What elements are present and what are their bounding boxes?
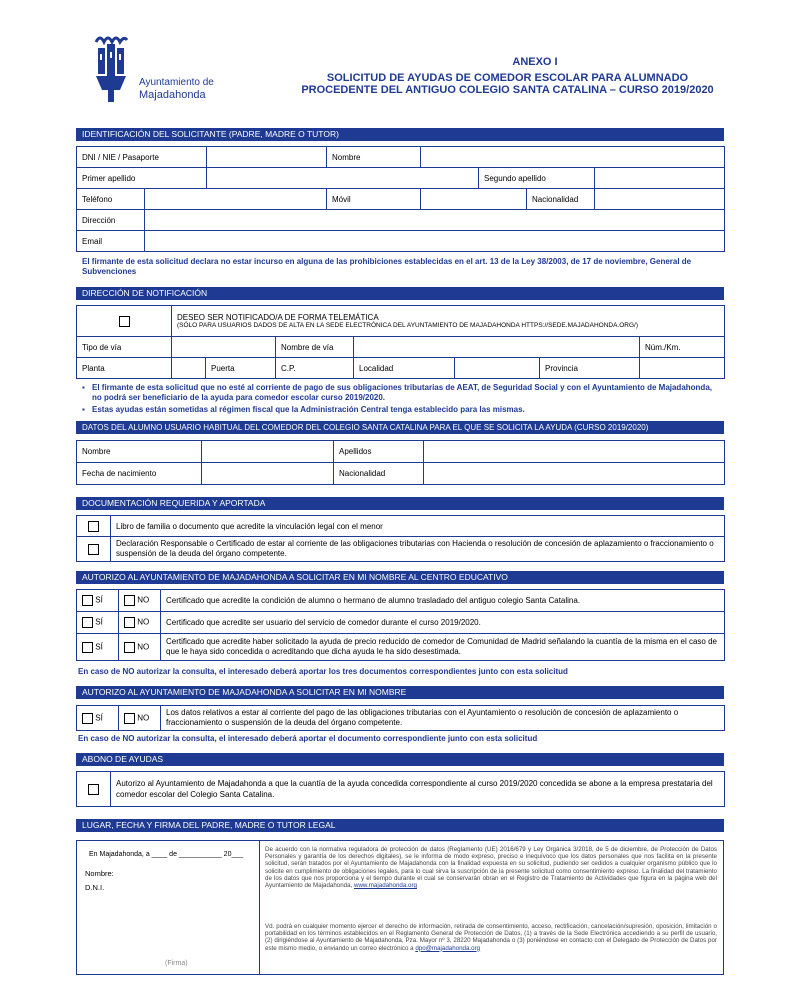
school-item1-no-checkbox[interactable] (124, 595, 135, 606)
telematic-label: DESEO SER NOTIFICADO/A DE FORMA TELEMÁTICA (177, 313, 379, 322)
yes-label: SÍ (95, 617, 103, 627)
signature-sign-label: (Firma) (165, 960, 188, 967)
notification-bullet-1: ▪ El firmante de esta solicitud que no esté al corriente de pago de sus obligaciones tributarias de AEAT, de Seguridad Social y con el Ayuntamiento de Majadahonda, no podrá ser beneficiario de la ayuda para comedor escolar curso 2019/2020. (82, 383, 712, 402)
dni-label: DNI / NIE / Pasaporte (77, 147, 207, 168)
doc1-label: Libro de familia o documento que acredite la vinculación legal con el menor (111, 516, 725, 537)
notification-bullet-2: ▪ Estas ayudas están sometidas al régimen fiscal que la Administración Central tenga establecido para las mismas. (82, 405, 525, 414)
logo-line1: Ayuntamiento de (139, 77, 214, 88)
number-label: Núm./Km. (640, 337, 725, 358)
locality-label: Localidad (354, 358, 455, 379)
self-yes-checkbox[interactable] (82, 713, 93, 724)
no-label: NO (137, 713, 150, 723)
page-title-line1: SOLICITUD DE AYUDAS DE COMEDOR ESCOLAR PARA ALUMNADO (326, 72, 689, 84)
auth-school-note: En caso de NO autorizar la consulta, el interesado deberá aportar los tres documentos correspondientes junto con esta solicitud (78, 667, 568, 676)
locality-field[interactable] (455, 358, 540, 379)
section-applicant-heading: IDENTIFICACIÓN DEL SOLICITANTE (PADRE, MADRE O TUTOR) (76, 128, 724, 141)
nationality-field[interactable] (595, 189, 725, 210)
student-table (76, 440, 725, 485)
signature-box (76, 840, 724, 975)
self-no-checkbox[interactable] (124, 713, 135, 724)
auth-self-note: En caso de NO autorizar la consulta, el interesado deberá aportar el documento correspondiente junto con esta solicitud (78, 734, 538, 743)
telematic-option (172, 306, 725, 337)
student-birth-field[interactable] (202, 463, 334, 485)
school-item3-label: Certificado que acredite haber solicitado la ayuda de precio reducido de comedor de Comunidad de Madrid señalando la cuantía de la misma en el caso de que le haya sido concedida o acreditando que dicha ayuda le ha sido desestimada. (161, 634, 725, 661)
docs-table (76, 515, 725, 562)
phone-field[interactable] (145, 189, 327, 210)
school-item2-label: Certificado que acredite ser usuario del servicio de comedor durante el curso 2019/2020. (161, 612, 725, 634)
no-label: NO (137, 642, 150, 652)
phone-label: Teléfono (77, 189, 145, 210)
telematic-checkbox[interactable] (119, 316, 130, 327)
student-surnames-field[interactable] (424, 441, 725, 463)
school-item2-yes-checkbox[interactable] (82, 617, 93, 628)
floor-label: Planta (77, 358, 172, 379)
province-field[interactable] (640, 358, 725, 379)
name-field[interactable] (421, 147, 725, 168)
school-item1-yes-checkbox[interactable] (82, 595, 93, 606)
student-name-field[interactable] (202, 441, 334, 463)
student-nationality-field[interactable] (424, 463, 725, 485)
annex-label: ANEXO I (512, 56, 558, 68)
address-field[interactable] (145, 210, 725, 231)
section-docs-heading: DOCUMENTACIÓN REQUERIDA Y APORTADA (76, 497, 724, 510)
auth-self-table (76, 705, 725, 731)
signature-name-label: Nombre: (85, 869, 114, 878)
yes-label: SÍ (95, 713, 103, 723)
logo-line2: Majadahonda (139, 89, 206, 101)
self-item1-label: Los datos relativos a estar al corriente del pago de las obligaciones tributarias con el Ayuntamiento o resolución de concesión de aplazamiento o fraccionamiento o suspensión de la deuda del órgano competente. (161, 706, 725, 731)
telematic-note: (SÓLO PARA USUARIOS DADOS DE ALTA EN LA SEDE ELECTRÓNICA DEL AYUNTAMIENTO DE MAJADAHONDA HTTPS://SEDE.MAJADAHONDA.ORG/) (177, 322, 638, 329)
section-auth-self-heading: AUTORIZO AL AYUNTAMIENTO DE MAJADAHONDA A SOLICITAR EN MI NOMBRE (76, 686, 724, 699)
notification-table (76, 305, 725, 379)
doc1-checkbox[interactable] (88, 521, 99, 532)
applicant-table (76, 146, 725, 252)
signature-place: En Majadahonda, a ____ de ___________ 20___ (89, 851, 244, 858)
email-label: Email (77, 231, 145, 252)
surname1-label: Primer apellido (77, 168, 207, 189)
auth-school-table (76, 589, 725, 661)
privacy-paragraph-2: Vd. podrá en cualquier momento ejercer el derecho de información, retirada de consentimiento, acceso, rectificación, cancelación/supresión, oposición, limitación o portabilidad en los términos establecidos en el Reglamento General de Protección de Datos, (1) a través de la Sede Electrónica accediendo a su perfil de usuario, (2) dirigiéndose al Ayuntamiento de Majadahonda, Pza. Mayor nº 3, 28220 Majadahonda o (3) poniéndose en contacto con el Delegado de Protección de Datos por este mismo medio, o enviando un correo electrónico a dpo@majadahonda.org (265, 923, 717, 952)
road-type-label: Tipo de vía (77, 337, 172, 358)
no-label: NO (137, 617, 150, 627)
signature-dni-label: D.N.I. (85, 883, 105, 892)
mobile-field[interactable] (421, 189, 527, 210)
postcode-label: C.P. (276, 358, 354, 379)
surname2-field[interactable] (595, 168, 725, 189)
surname2-label: Segundo apellido (479, 168, 595, 189)
telematic-checkbox-cell (77, 306, 172, 337)
school-item3-no-checkbox[interactable] (124, 642, 135, 653)
dpo-email-link[interactable]: dpo@majadahonda.org (415, 944, 481, 952)
road-name-label: Nombre de vía (276, 337, 354, 358)
logo (94, 32, 128, 104)
section-student-heading: DATOS DEL ALUMNO USUARIO HABITUAL DEL COMEDOR DEL COLEGIO SANTA CATALINA PARA EL QUE SE SOLICITA LA AYUDA (CURSO 2019/2020) (76, 421, 724, 434)
student-surnames-label: Apellidos (334, 441, 424, 463)
section-auth-school-heading: AUTORIZO AL AYUNTAMIENTO DE MAJADAHONDA A SOLICITAR EN MI NOMBRE AL CENTRO EDUCATIVO (76, 571, 724, 584)
payment-label: Autorizo al Ayuntamiento de Majadahonda a que la cuantía de la ayuda concedida correspondiente al curso 2019/2020 concedida se abone a la empresa prestataria del comedor escolar del Colegio Santa Catalina. (111, 772, 725, 807)
no-label: NO (137, 595, 150, 605)
floor-field[interactable] (172, 358, 206, 379)
section-signature-heading: LUGAR, FECHA Y FIRMA DEL PADRE, MADRE O TUTOR LEGAL (76, 819, 724, 832)
section-payment-heading: ABONO DE AYUDAS (76, 753, 724, 766)
mobile-label: Móvil (327, 189, 421, 210)
applicant-declaration: El firmante de esta solicitud declara no estar incurso en alguna de las prohibiciones establecidas en el art. 13 de la Ley 38/2003, de 17 de noviembre, General de Subvenciones (82, 257, 692, 276)
name-label: Nombre (327, 147, 421, 168)
student-nationality-label: Nacionalidad (334, 463, 424, 485)
doc2-label: Declaración Responsable o Certificado de estar al corriente de las obligaciones tributarias con Hacienda o resolución de concesión de aplazamiento o fraccionamiento o suspensión de la deuda del órgano competente. (111, 537, 725, 562)
school-item1-label: Certificado que acredite la condición de alumno o hermano de alumno trasladado del antiguo colegio Santa Catalina. (161, 590, 725, 612)
payment-checkbox[interactable] (88, 784, 99, 795)
surname1-field[interactable] (207, 168, 479, 189)
student-name-label: Nombre (77, 441, 202, 463)
website-link[interactable]: www.majadahonda.org (354, 882, 417, 890)
signature-area[interactable] (77, 841, 260, 974)
road-type-field[interactable] (172, 337, 276, 358)
privacy-paragraph-1: De acuerdo con la normativa reguladora de protección de datos (Reglamento (UE) 2016/679 y Ley Orgánica 3/2018, de 5 de diciembre, de Protección de Datos Personales y garantía de los derechos digitales), se le informa de modo expreso, preciso e inequívoco que los datos personales que nos facilita en la presente solicitud, serán tratados por el Ayuntamiento de Majadahonda con la finalidad expuesta en su solicitud, pudiendo ser cedidos a cualquier organismo público que lo solicite en cumplimiento de obligaciones legales, para lo cual sirva la suscripción de la presente solicitud como consentimiento expreso. La finalidad del tratamiento de los datos que nos proporciona y el tiempo durante el cual se conservarán obran en el Registro de Tratamiento de Actividades que figura en la página web del Ayuntamiento de Majadahonda, www.majadahonda.org (265, 846, 717, 890)
section-notification-heading: DIRECCIÓN DE NOTIFICACIÓN (76, 287, 724, 300)
yes-label: SÍ (95, 642, 103, 652)
province-label: Provincia (540, 358, 640, 379)
payment-table (76, 771, 725, 807)
page-title-line2: PROCEDENTE DEL ANTIGUO COLEGIO SANTA CATALINA – CURSO 2019/2020 (301, 84, 714, 96)
door-label: Puerta (206, 358, 276, 379)
school-item2-no-checkbox[interactable] (124, 617, 135, 628)
city-crest-icon (94, 32, 128, 104)
student-birth-label: Fecha de nacimiento (77, 463, 202, 485)
school-item3-yes-checkbox[interactable] (82, 642, 93, 653)
nationality-label: Nacionalidad (527, 189, 595, 210)
road-name-field[interactable] (354, 337, 640, 358)
yes-label: SÍ (95, 595, 103, 605)
dni-field[interactable] (207, 147, 327, 168)
address-label: Dirección (77, 210, 145, 231)
email-field[interactable] (145, 231, 725, 252)
doc2-checkbox[interactable] (88, 544, 99, 555)
